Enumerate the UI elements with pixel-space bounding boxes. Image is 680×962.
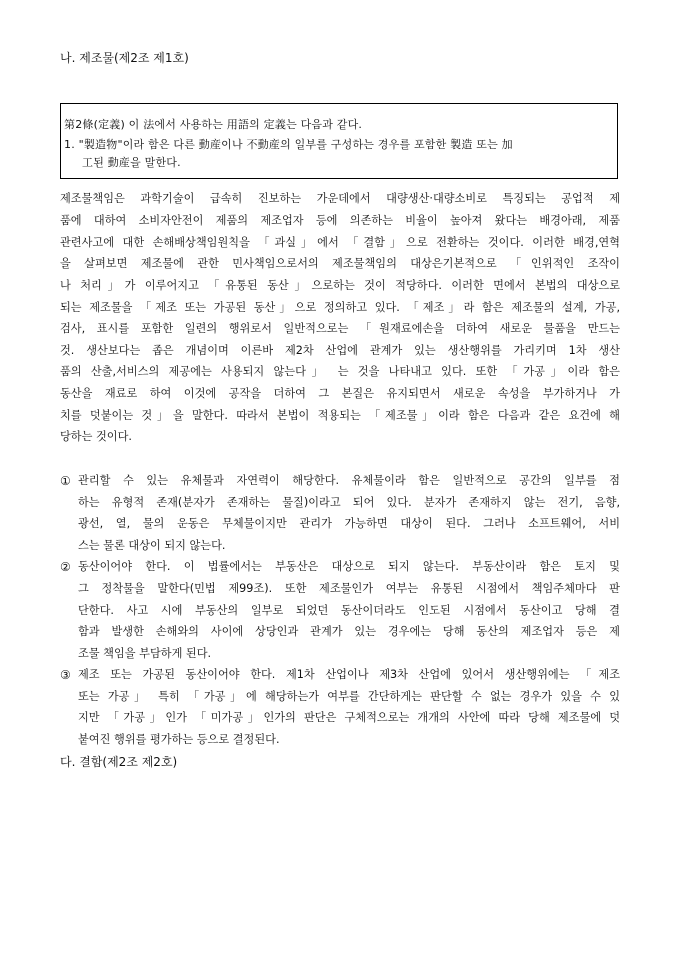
item-number: ① [60, 474, 71, 488]
item-line: 그 정착물을 말한다(민법 제99조). 또한 제조물인가 여부는 유통된 시점에서 책임주체마다 판 [78, 582, 620, 595]
paragraph-line: 되는 제조물을 「제조 또는 가공된 동산」으로 정의하고 있다. 「제조」라 함은 제조물의 설계, 가공, [60, 301, 620, 314]
law-article-definition-line: 工된 動産을 말한다. [82, 156, 181, 169]
item-line: 하는 유형적 존재(분자가 존재하는 물질)이라고 되어 있다. 분자가 존재하지 않는 전기, 음향, [78, 496, 620, 509]
item-line: 관리할 수 있는 유체물과 자연력이 해당한다. 유체물이라 함은 일반적으로 공간의 일부를 점 [78, 474, 620, 487]
item-line: 조물 책임을 부담하게 된다. [78, 647, 212, 660]
item-line: 광선, 열, 물의 운동은 무체물이지만 관리가 가능하면 대상이 된다. 그러나 소프트웨어, 서비 [78, 517, 620, 530]
paragraph-line: 치를 덧붙이는 것」을 말한다. 따라서 본법이 적용되는 「제조물」이라 함은 다음과 같은 요건에 해 [60, 409, 620, 422]
item-line: 함과 발생한 손해와의 사이에 상당인과 관계가 있는 경우에는 당해 동산의 제조업자 등은 제 [78, 625, 620, 638]
item-line: 단한다. 사고 시에 부동산의 일부로 되었던 동산이더라도 인도된 시점에서 동산이고 당해 결 [78, 604, 620, 617]
section-heading-manufactured-goods: 나. 제조물(제2조 제1호) [60, 51, 189, 65]
paragraph-line: 나 처리」가 이루어지고 「유통된 동산」으로하는 것이 적당하다. 이러한 면에서 본법의 대상으로 [60, 279, 620, 292]
paragraph-line: 품에 대하여 소비자안전이 제품의 제조업자 등에 의존하는 비율이 높아져 왔다는 배경아래, 제품 [60, 214, 620, 227]
item-number: ② [60, 560, 71, 574]
item-line: 또는 가공」 특히 「가공」에 해당하는가 여부를 간단하게는 판단할 수 없는 경우가 있을 수 있 [78, 690, 620, 703]
item-line: 붙여진 행위를 평가하는 등으로 결정된다. [78, 733, 280, 746]
paragraph-line: 검사, 표시를 포함한 일련의 행위로서 일반적으로는 「원재료에손을 더하여 새로운 물품을 만드는 [60, 322, 620, 335]
paragraph-line: 것. 생산보다는 좁은 개념이며 이른바 제2차 산업에 관계가 있는 생산행위를 가리키며 1차 생산 [60, 344, 620, 357]
section-heading-defect: 다. 결함(제2조 제2호) [60, 755, 178, 769]
item-line: 스는 물론 대상이 되지 않는다. [78, 539, 226, 552]
paragraph-line: 제조물책임은 과학기술이 급속히 진보하는 가운데에서 대량생산·대량소비로 특징되는 공업적 제 [60, 192, 620, 205]
law-article-definition-line: 1. "製造物"이라 함은 다른 動産이나 不動産의 일부를 구성하는 경우를 포함한 製造 또는 加 [64, 138, 513, 151]
item-line: 동산이어야 한다. 이 법률에서는 부동산은 대상으로 되지 않는다. 부동산이라 함은 토지 및 [78, 560, 620, 573]
paragraph-line: 당하는 것이다. [60, 430, 132, 443]
paragraph-line: 품의 산출,서비스의 제공에는 사용되지 않는다」 는 것을 나타내고 있다. 또한 「가공」이라 함은 [60, 365, 620, 378]
paragraph-line: 동산을 재료로 하여 이것에 공작을 더하여 그 본질은 유지되면서 새로운 속성을 부가하거나 가 [60, 387, 620, 400]
paragraph-line: 관련사고에 대한 손해배상책임원칙을 「과실」에서 「결함」으로 전환하는 것이다. 이러한 배경,연혁 [60, 236, 620, 249]
law-article-title: 第2條(定義) 이 法에서 사용하는 用語의 定義는 다음과 같다. [64, 118, 363, 131]
item-number: ③ [60, 668, 71, 682]
item-line: 제조 또는 가공된 동산이어야 한다. 제1차 산업이나 제3차 산업에 있어서 생산행위에는 「제조 [78, 668, 620, 681]
item-line: 지만 「가공」인가 「미가공」인가의 판단은 구체적으로는 개개의 사안에 따라 당해 제조물에 덧 [78, 711, 620, 724]
paragraph-line: 을 살펴보면 제조물에 관한 민사책임으로서의 제조물책임의 대상은기본적으로 「인위적인 조작이 [60, 257, 620, 270]
